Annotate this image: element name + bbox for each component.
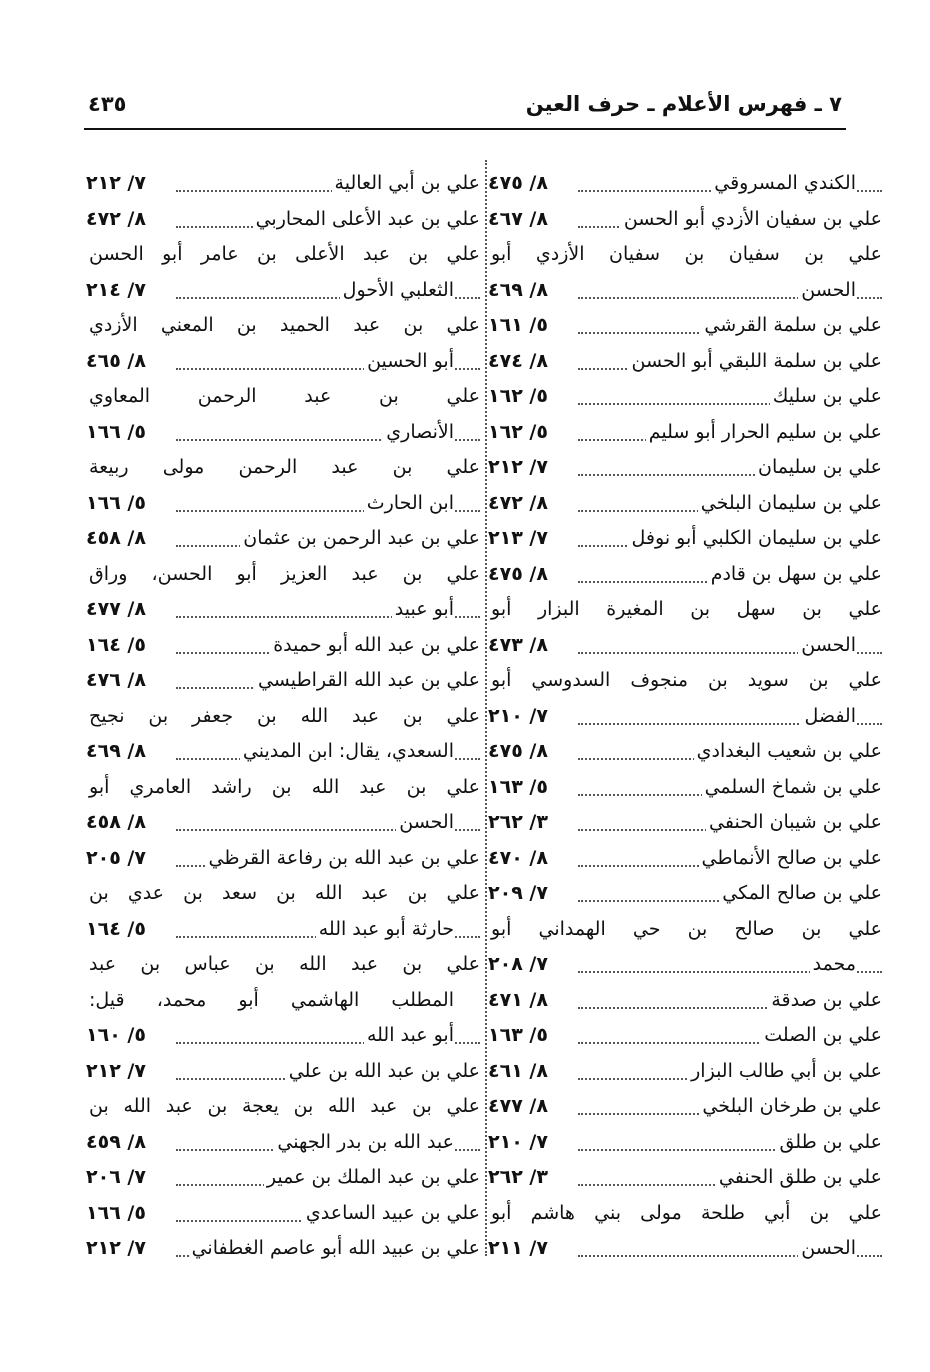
entry-name: علي بن عبد الله القراطيسي	[255, 663, 480, 699]
entry-name: علي بن الصلت	[761, 1018, 882, 1054]
index-entry	[86, 1125, 480, 1161]
index-entry	[488, 734, 882, 770]
index-entry	[488, 876, 882, 912]
index-entry	[488, 592, 882, 628]
index-entry	[86, 1196, 480, 1232]
entry-reference: ٨/ ٤٧٧	[488, 1095, 548, 1117]
entry-reference: ٧/ ٢١٢	[86, 1059, 146, 1082]
index-entry	[488, 486, 882, 522]
entry-name: الكندي المسروقي	[711, 166, 856, 202]
entry-reference: ٥/ ١٦٦	[86, 420, 146, 443]
entry-reference: ٨/ ٤٥٨	[86, 811, 146, 833]
entry-name: علي بن عبد الرحمن بن عثمان	[240, 521, 480, 557]
index-column-right	[488, 166, 882, 1267]
entry-reference: ٥/ ١٦٤	[86, 633, 146, 656]
index-entry	[86, 876, 480, 912]
entry-reference: ٧/ ٢١٠	[488, 704, 548, 727]
entry-reference: ٨/ ٤٧٧	[86, 598, 146, 620]
entry-name: أبو عبيد	[392, 592, 454, 628]
entry-reference: ٥/ ١٦٦	[86, 1201, 146, 1224]
index-entry	[86, 202, 480, 238]
entry-name: علي بن سهل بن المغيرة البزار أبو	[488, 592, 882, 628]
entry-reference: ٥/ ١٦٤	[86, 917, 146, 940]
index-entry	[488, 308, 882, 344]
entry-name: علي بن سلمة اللبقي أبو الحسن	[629, 344, 882, 380]
entry-name: علي بن سلمة القرشي	[701, 308, 882, 344]
entry-reference: ٨/ ٤٦٩	[86, 740, 146, 762]
entry-name: الأنصاري	[383, 415, 454, 451]
index-entry	[488, 1054, 882, 1090]
entry-name: علي بن سليمان البلخي	[698, 486, 882, 522]
entry-name: علي بن سليم الحرار أبو سليم	[646, 415, 882, 451]
entry-reference: ٧/ ٢٠٩	[488, 882, 548, 904]
index-entry	[86, 1054, 480, 1090]
entry-name: علي بن طلق الحنفي	[716, 1160, 882, 1196]
entry-reference: ٥/ ١٦٢	[488, 385, 548, 407]
index-entry	[86, 983, 480, 1019]
entry-reference: ٧/ ٢١٣	[488, 527, 548, 549]
index-entry	[488, 237, 882, 273]
index-entry	[86, 379, 480, 415]
entry-name: الفضل	[801, 699, 856, 735]
index-entry	[86, 486, 480, 522]
index-entry	[86, 805, 480, 841]
index-entry	[488, 344, 882, 380]
entry-name: الحسن	[798, 273, 856, 309]
index-entry	[86, 628, 480, 664]
index-entry	[86, 450, 480, 486]
entry-reference: ٣/ ٢٦٢	[488, 1166, 548, 1188]
entry-name: ابن الحارث	[364, 486, 454, 522]
entry-name: علي بن عبد الله بن عباس بن عبد	[86, 947, 480, 983]
entry-name: علي بن عبد الأعلى المحاربي	[253, 202, 480, 238]
index-entry	[86, 1018, 480, 1054]
entry-reference: ٧/ ٢٠٦	[86, 1166, 146, 1188]
running-title: ٧ ـ فهرس الأعلام ـ حرف العين	[525, 92, 842, 116]
entry-reference: ٨/ ٤٧٥	[488, 740, 548, 762]
entry-name: الحسن	[798, 1231, 856, 1267]
index-entry	[86, 344, 480, 380]
index-entry	[488, 379, 882, 415]
entry-name: أبو عبد الله	[364, 1018, 454, 1054]
index-entry	[488, 1196, 882, 1232]
index-entry	[86, 557, 480, 593]
index-entry	[488, 1231, 882, 1267]
page-number: ٤٣٥	[88, 92, 127, 116]
entry-name: أبو الحسين	[364, 344, 454, 380]
index-entry	[86, 166, 480, 202]
index-entry	[488, 663, 882, 699]
index-entry	[86, 308, 480, 344]
entry-name: علي بن عبد الأعلى بن عامر أبو الحسن	[86, 237, 480, 273]
entry-name: السعدي، يقال: ابن المديني	[240, 734, 454, 770]
entry-name: علي بن عبد الله بن علي	[286, 1054, 480, 1090]
entry-name: علي بن عبد الملك بن عمير	[264, 1160, 480, 1196]
entry-name: علي بن عبد الله بن جعفر بن نجيح	[86, 699, 480, 735]
entry-reference: ٧/ ٢١٢	[86, 1237, 146, 1259]
entry-name: علي بن أبي طالب البزار	[688, 1054, 882, 1090]
entry-reference: ٧/ ٢١١	[488, 1237, 548, 1259]
index-entry	[488, 1089, 882, 1125]
entry-name: علي بن عبد الحميد بن المعني الأزدي	[86, 308, 480, 344]
entry-name: علي بن سليمان الكلبي أبو نوفل	[629, 521, 882, 557]
index-entry	[86, 912, 480, 948]
entry-name: المطلب الهاشمي أبو محمد، قيل:	[86, 983, 454, 1019]
entry-reference: ٨/ ٤٧٥	[488, 562, 548, 585]
entry-name: علي بن سليمان	[755, 450, 882, 486]
entry-name: علي بن أبي طلحة مولى بني هاشم أبو	[488, 1196, 882, 1232]
index-entry	[86, 273, 480, 309]
entry-reference: ٨/ ٤٦٧	[488, 207, 548, 230]
index-entry	[86, 1160, 480, 1196]
entry-reference: ٧/ ٢٠٥	[86, 846, 146, 869]
entry-name: علي بن صالح الأنماطي	[699, 841, 882, 877]
index-entry	[488, 770, 882, 806]
entry-reference: ٧/ ٢١٤	[86, 278, 146, 301]
entry-name: حارثة أبو عبد الله	[316, 912, 454, 948]
entry-reference: ٥/ ١٦٢	[488, 420, 548, 443]
entry-name: علي بن عبيد الساعدي	[303, 1196, 480, 1232]
entry-reference: ٧/ ٢١٠	[488, 1130, 548, 1153]
index-entry	[488, 521, 882, 557]
index-entry	[488, 202, 882, 238]
entry-name: علي بن عبد الله بن سعد بن عدي بن	[86, 876, 480, 912]
index-entry	[86, 770, 480, 806]
entry-reference: ٨/ ٤٥٩	[86, 1130, 146, 1153]
entry-reference: ٥/ ١٦٣	[488, 1024, 548, 1046]
index-entry	[86, 699, 480, 735]
index-entry	[488, 450, 882, 486]
entry-name: عبد الله بن بدر الجهني	[274, 1125, 454, 1161]
entry-reference: ٣/ ٢٦٢	[488, 811, 548, 833]
index-entry	[488, 947, 882, 983]
entry-reference: ٨/ ٤٧٦	[86, 669, 146, 691]
index-entry	[488, 628, 882, 664]
entry-name: علي بن سهل بن قادم	[708, 557, 882, 593]
entry-reference: ٨/ ٤٥٨	[86, 527, 146, 549]
entry-reference: ٨/ ٤٧٢	[488, 491, 548, 514]
entry-reference: ٧/ ٢١٢	[488, 456, 548, 478]
entry-reference: ٥/ ١٦٦	[86, 491, 146, 514]
index-entry	[488, 841, 882, 877]
entry-name: علي بن طرخان البلخي	[699, 1089, 882, 1125]
entry-name: علي بن عبد الله بن راشد العامري أبو	[86, 770, 480, 806]
column-divider	[485, 160, 487, 1256]
index-entry	[86, 734, 480, 770]
index-entry	[86, 1089, 480, 1125]
entry-name: الحسن	[396, 805, 454, 841]
entry-name: علي بن سويد بن منجوف السدوسي أبو	[488, 663, 882, 699]
entry-reference: ٨/ ٤٧٠	[488, 846, 548, 869]
index-entry	[488, 1160, 882, 1196]
index-entry	[86, 592, 480, 628]
entry-name: علي بن شيبان الحنفي	[706, 805, 882, 841]
entry-name: علي بن صدقة	[768, 983, 882, 1019]
entry-name: علي بن سليك	[770, 379, 882, 415]
entry-name: علي بن سفيان الأزدي أبو الحسن	[621, 202, 882, 238]
index-entry	[488, 805, 882, 841]
entry-reference: ٥/ ١٦٠	[86, 1024, 146, 1046]
entry-reference: ٨/ ٤٧٢	[86, 207, 146, 230]
entry-reference: ٧/ ٢٠٨	[488, 953, 548, 975]
index-entry	[488, 1018, 882, 1054]
index-entry	[86, 947, 480, 983]
index-entry	[488, 912, 882, 948]
entry-name: علي بن عبيد الله أبو عاصم الغطفاني	[189, 1231, 480, 1267]
entry-name: علي بن شعيب البغدادي	[694, 734, 882, 770]
entry-reference: ٥/ ١٦٣	[488, 775, 548, 798]
entry-reference: ٨/ ٤٦٥	[86, 349, 146, 372]
entry-name: علي بن أبي العالية	[332, 166, 480, 202]
entry-name: علي بن طلق	[776, 1125, 882, 1161]
entry-reference: ٨/ ٤٧٥	[488, 172, 548, 194]
index-entry	[488, 273, 882, 309]
entry-reference: ٨/ ٤٦١	[488, 1059, 548, 1082]
entry-name: علي بن عبد العزيز أبو الحسن، وراق	[86, 557, 480, 593]
entry-name: محمد	[810, 947, 856, 983]
entry-reference: ٨/ ٤٧٤	[488, 349, 548, 372]
index-entry	[86, 1231, 480, 1267]
entry-name: علي بن صالح بن حي الهمداني أبو	[488, 912, 882, 948]
index-entry	[86, 237, 480, 273]
entry-name: علي بن عبد الله بن يعجة بن عبد الله بن	[86, 1089, 480, 1125]
entry-reference: ٨/ ٤٧٣	[488, 633, 548, 656]
entry-reference: ٨/ ٤٦٩	[488, 278, 548, 301]
index-entry	[86, 841, 480, 877]
index-entry	[488, 557, 882, 593]
entry-reference: ٧/ ٢١٢	[86, 172, 146, 194]
entry-name: علي بن شماخ السلمي	[702, 770, 882, 806]
header-rule	[84, 128, 846, 130]
index-entry	[488, 699, 882, 735]
entry-reference: ٥/ ١٦١	[488, 314, 548, 336]
index-entry	[488, 983, 882, 1019]
index-entry	[488, 415, 882, 451]
index-entry	[488, 166, 882, 202]
index-column-left	[86, 166, 480, 1267]
index-entry	[488, 1125, 882, 1161]
entry-name: علي بن عبد الرحمن المعاوي	[86, 379, 480, 415]
index-entry	[86, 415, 480, 451]
entry-name: علي بن عبد الله بن رفاعة القرظي	[206, 841, 480, 877]
entry-name: علي بن سفيان بن سفيان الأزدي أبو	[488, 237, 882, 273]
index-entry	[86, 663, 480, 699]
entry-name: الثعلبي الأحول	[340, 273, 454, 309]
entry-name: الحسن	[798, 628, 856, 664]
entry-name: علي بن صالح المكي	[719, 876, 882, 912]
entry-reference: ٨/ ٤٧١	[488, 988, 548, 1011]
page-header	[88, 92, 842, 126]
index-entry	[86, 521, 480, 557]
entry-name: علي بن عبد الرحمن مولى ربيعة	[86, 450, 480, 486]
entry-name: علي بن عبد الله أبو حميدة	[270, 628, 480, 664]
